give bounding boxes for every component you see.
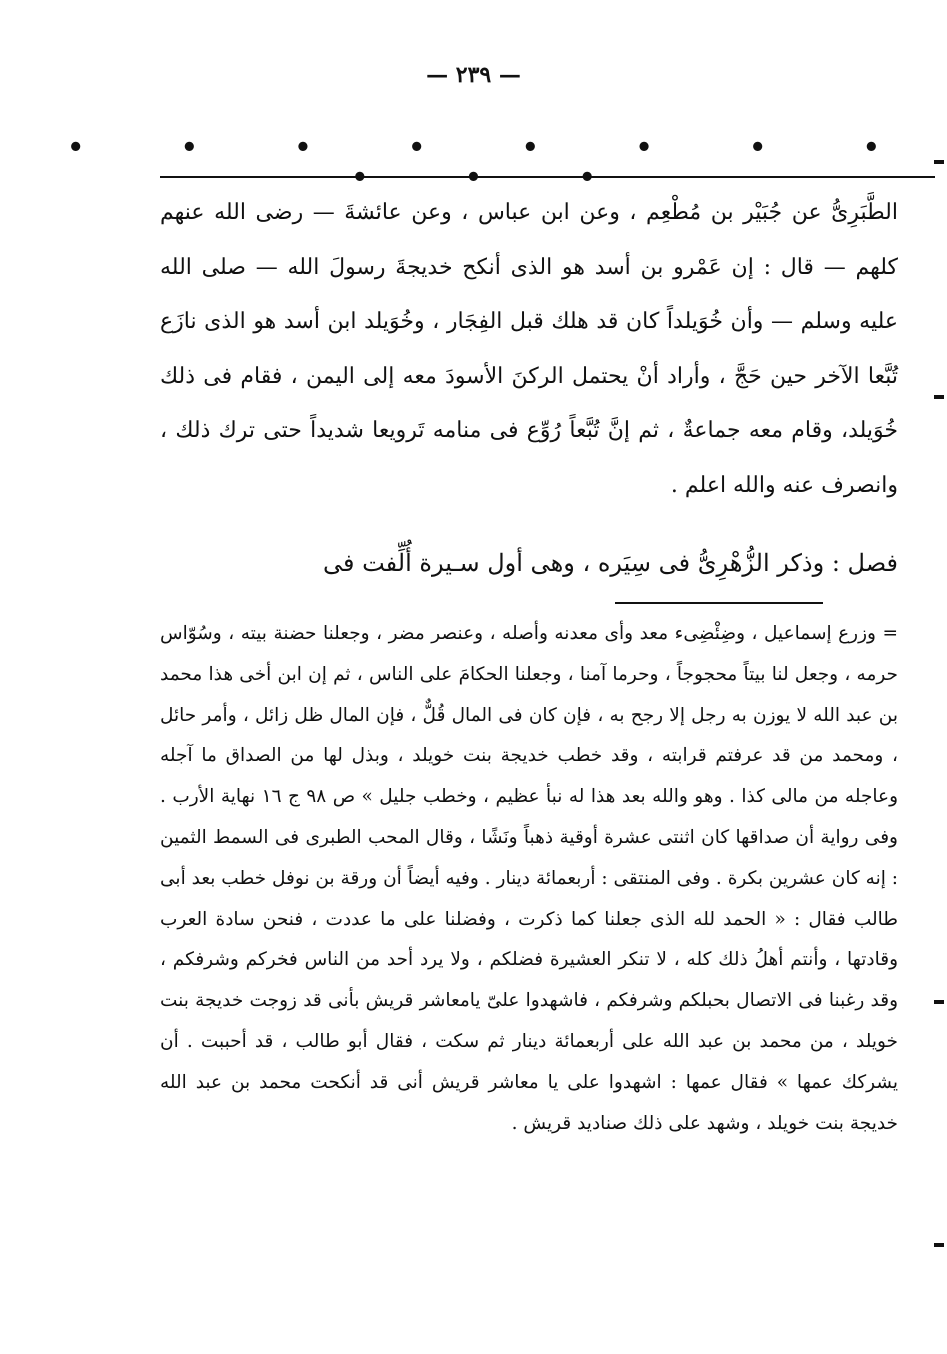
margin-mark — [934, 395, 944, 399]
section-heading: فصل : وذكر الزُّهْرِىُّ فى سِيَره ، وهى أول سـيرة أُلِّفت فى — [322, 549, 898, 577]
footnote-text — [160, 614, 898, 1144]
footnote-rule — [615, 602, 823, 604]
footnote-paragraph: = وزرع إسماعيل ، وضِئْضِىء معد وأى معدنه وأصله ، وعنصر مضر ، وجعلنا حضنة بيته ، وسُوّاس حرمه ، وجعل لنا بيتاً محجوجاً ، وحرما آمنا ، وجعلنا الحكامَ على الناس ، ثم إن ابن أخى هذا محمد بن عبد الله لا يوزن به رجل إلا رجح به ، فإن كان فى المال قُلٌّ ، فإن المال ظل زائل ، وأمر حائل ، ومحمد من قد عرفتم قرابته ، وقد خطب خديجة بنت خويلد ، وبذل لها من الصداق ما آجله وعاجله من مالى كذا . وهو والله بعد هذا له نبأ عظيم ، وخطب جليل » ص ٩٨ ج ١٦ نهاية الأرب . وفى رواية أن صداقها كان اثنتى عشرة أوقية ذهباً ونَشًا ، وقال المحب الطبرى فى السمط الثمين : إنه كان عشرين بكرة . وفى المنتقى : أربعمائة دينار . وفيه أيضاً أن ورقة بن نوفل خطب بعد أبى طالب فقال : « الحمد لله الذى جعلنا كما ذكرت ، وفضلنا على ما عددت ، فنحن سادة العرب وقادتها ، وأنتم أهلُ ذلك كله ، لا تنكر العشيرة فضلكم ، ولا يرد أحد من الناس فخركم وشرفكم ، وقد رغبنا فى الاتصال بحبلكم وشرفكم ، فاشهدوا علىّ يامعاشر قريش بأنى قد زوجت خديجة بنت خويلد ، من محمد بن عبد الله على أربعمائة دينار ثم سكت ، فقال أبو طالب ، قد أحببت . أن يشركك عمها » فقال عمها : اشهدوا على يا معاشر قريش أنى قد أنكحت محمد بن عبد الله خديجة بنت خويلد ، وشهد على ذلك صناديد قريش . — [160, 623, 899, 1134]
page-number: — ٢٣٩ — — [426, 62, 521, 88]
margin-mark — [934, 160, 944, 164]
separator-dots: • • • • • • • • • • • — [67, 133, 924, 193]
margin-mark — [934, 1243, 944, 1247]
main-paragraph: الطَّبَرِىُّ عن جُبَيْر بن مُطْعِم ، وعن ابن عباس ، وعن عائشةَ — رضى الله عنهم كلهم — قال : إن عَمْرو بن أسد هو الذى أنكح خديجةَ رسولَ الله — صلى الله عليه وسلم — وأن خُوَيلداً كان قد هلك قبل الفِجَار ، وخُوَيلد ابن أسد هو الذى نازَع تُبَّعا الآخر حين حَجَّ ، وأراد أنْ يحتمل الركنَ الأسودَ معه إلى اليمن ، فقام فى ذلك خُوَيلد، وقام معه جماعةٌ ، ثم إنَّ تُبَّعاً رُوِّع فى منامه تَرويعا شديداً حتى ترك ذلك ، وانصرف عنه والله اعلم . — [160, 200, 898, 498]
header-rule — [160, 176, 935, 178]
margin-mark — [934, 1000, 944, 1004]
main-text — [160, 186, 898, 513]
